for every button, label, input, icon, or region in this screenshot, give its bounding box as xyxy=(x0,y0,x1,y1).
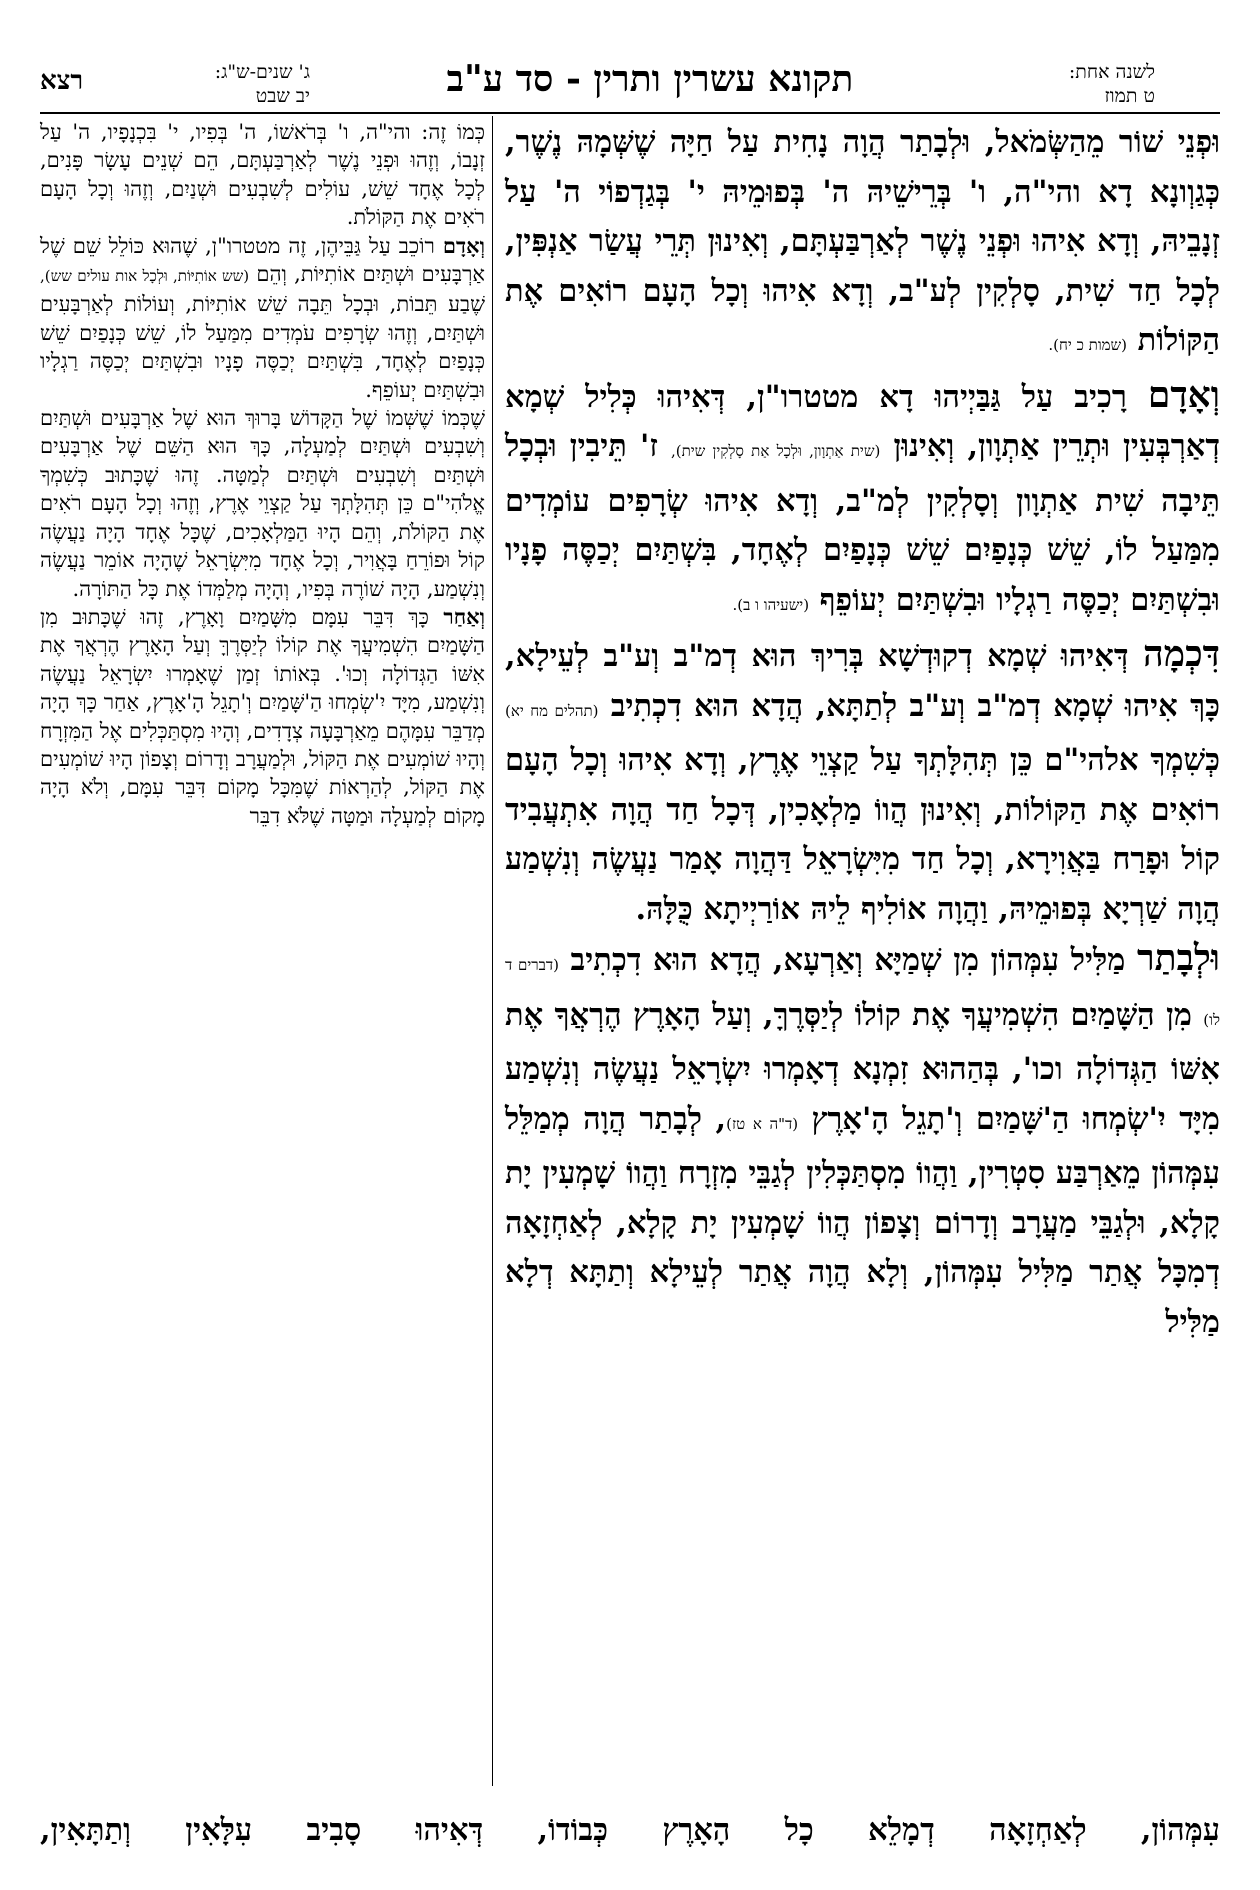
translation-text: כָּךְ דִּבֵּר עִמָּם מִשָּׁמַיִם וָאָרֶץ, זֶהוּ שֶׁכָּתוּב מִן הַשָּׁמַיִם הִשְׁמִיעֲךָ אֶת קוֹלוֹ לְיַסְּרֶךָּ וְעַל הָאָרֶץ הֶרְאֲךָ אֶת אִשּׁוֹ הַגְּדוֹלָה וְכוּ'. בְּאוֹתוֹ זְמַן שֶׁאָמְרוּ יִשְׂרָאֵל נַעֲשֶׂה וְנִשְׁמַע, מִיָּד יִ'שְׂמְחוּ הַ'שָּׁמַיִם וְ'תָגֵל הָ'אָרֶץ, אַחַר כָּךְ הָיָה מְדַבֵּר עִמָּהֶם מֵאַרְבָּעָה צְדָדִים, וְהָיוּ מִסְתַּכְּלִים אֶל הַמִּזְרָח וְהָיוּ שׁוֹמְעִים אֶת הַקּוֹל, וּלְמַעֲרָב וְדָרוֹם וְצָפוֹן הָיוּ שׁוֹמְעִים אֶת הַקּוֹל, לְהַרְאוֹת שֶׁמִּכָּל מָקוֹם דִּבֵּר עִמָּם, וְלֹא הָיָה מָקוֹם לְמַעְלָה וּמַטָּה שֶׁלֹּא דִבֵּר xyxy=(40,604,485,828)
main-text: מַלִּיל עִמְּהוֹן מִן שְׁמַיָּא וְאַרְעָא, הֲדָא הוּא דִכְתִיב xyxy=(570,942,1126,978)
main-text: דְּאִיהוּ שְׁמָא דְקוּדְשָׁא בְּרִיךְ הוּא דְמ"ב וְע"ב לְעֵילָא, כָּךְ אִיהוּ שְׁמָא דְמ"ב וְע"ב לְתַתָּא, הֲדָא הוּא דִכְתִיב xyxy=(505,638,1220,724)
translation-paragraph xyxy=(40,232,485,404)
header-schedule-label: לשנה אחת: xyxy=(1068,61,1155,83)
main-text: וּפְנֵי שׁוֹר מֵהַשְּׂמֹאל, וּלְבָתַר הֲוָה נָחִית עַל חַיָּה שֶׁשְּׁמָהּ נֶשֶׁר, כְּגַוְונָא דָא והי"ה, ו' בְּרֵישֵׁיהּ ה' בְּפוּמֵיהּ י' בְּגַדְפוֹי ה' עַל זְנָבֵיהּ, וְדָא אִיהוּ וּפְנֵי נֶשֶׁר לְאַרְבַּעְתָּם, וְאִינוּן תְּרֵי עֲשַׂר אַנְפִּין, לְכָל חַד שִׁית, סָלְקִין לְע"ב, וְדָא אִיהוּ וְכָל הָעָם רוֹאִים אֶת הַקּוֹלוֹת xyxy=(505,124,1220,358)
source-reference: (שית אַתְוָון, וּלְכָל אַת סָלְקִין שית), xyxy=(670,442,881,460)
main-text: רָכִיב עַל גַּבַּיְיהוּ דָא מטטרו"ן, דְּאִיהוּ כְּלִיל שְׁמָא דְאַרְבְּעִין וּתְרֵין אַתְוָון, וְאִינוּן xyxy=(505,378,1220,464)
translation-text: כְּמוֹ זֶה: והי"ה, ו' בְּרֹאשׁוֹ, ה' בְּפִיו, י' בִּכְנָפָיו, ה' עַל זְנָבוֹ, וְזֶהוּ וּפְנֵי נֶשֶׁר לְאַרְבַּעְתָּם, הֵם שְׁנֵים עָשָׂר פָּנִים, לְכָל אֶחָד שֵׁשׁ, עוֹלִים לְשִׁבְעִים וּשְׁנַיִם, וְזֶהוּ וְכָל הָעָם רֹאִים אֶת הַקּוֹלֹת. xyxy=(40,120,485,230)
translation-text: רוֹכֵב עַל גַּבֵּיהֶן, זֶה מטטרו"ן, שֶׁהוּא כּוֹלֵל שֵׁם שֶׁל אַרְבָּעִים וּשְׁתַּיִם אוֹתִיּוֹת, וְהֵם xyxy=(40,233,485,287)
opening-word: וְאָדָם xyxy=(442,232,485,258)
source-reference: (שמות כ יח). xyxy=(1048,336,1128,354)
main-text-column xyxy=(505,118,1220,1347)
bottom-full-width-line: עִמְּהוֹן, לְאַחְזָאָה דְמָלֵא כָל הָאָרֶץ כְּבוֹדוֹ, דְּאִיהוּ סָבִיב עִלָּאִין וְתַתָּאִין, xyxy=(40,1812,1220,1848)
header-schedule-one-year xyxy=(1069,60,1155,108)
page-number: רצא xyxy=(40,66,84,96)
header-divider xyxy=(40,112,1220,114)
translation-text: שֶׁבַע תֵּבוֹת, וּבְכָל תֵּבָה שֵׁשׁ אוֹתִיּוֹת, וְעוֹלוֹת לְאַרְבָּעִים וּשְׁתַּיִם, וְזֶהוּ שְׂרָפִים עֹמְדִים מִמַּעַל לוֹ, שֵׁשׁ כְּנָפַיִם שֵׁשׁ כְּנָפַיִם לְאֶחָד, בִּשְׁתַּיִם יְכַסֶּה פָנָיו וּבִשְׁתַּיִם יְכַסֶּה רַגְלָיו וּבִשְׁתַּיִם יְעוֹפֵף. xyxy=(40,292,485,402)
main-paragraph xyxy=(505,371,1220,631)
inline-note: (שש אוֹתִיּוֹת, וּלְכָל אות עולים שש), xyxy=(40,267,250,286)
source-reference: (דברים ד לו) xyxy=(505,956,1220,1029)
opening-word: וְאַחַר xyxy=(443,603,485,629)
main-paragraph xyxy=(505,934,1220,1347)
translation-paragraph xyxy=(40,118,485,232)
main-paragraph xyxy=(505,118,1220,371)
main-text: ז' תֵּיבִין וּבְכָל תֵּיבָה שִׁית אַתְוָון וְסָלְקִין לְמ"ב, וְדָא אִיהוּ שְׂרָפִים עוֹמְדִים מִמַּעַל לוֹ, שֵׁשׁ כְּנָפַיִם שֵׁשׁ כְּנָפַיִם לְאֶחָד, בִּשְׁתַּיִם יְכַסֶּה פָנָיו וּבִשְׁתַּיִם יְכַסֶּה רַגְלָיו וּבִשְׁתַּיִם יְעוֹפֵף xyxy=(505,428,1220,618)
opening-word: דִּכְמָה xyxy=(1143,633,1220,675)
main-paragraph xyxy=(505,630,1220,934)
column-divider xyxy=(492,116,493,1786)
source-reference: (ד"ה א טז) xyxy=(726,1114,799,1133)
header-schedule-date: יב שבט xyxy=(255,85,310,107)
opening-word: וְאָדָם xyxy=(1147,373,1220,416)
header-schedule-three-years xyxy=(160,60,310,108)
translation-paragraph xyxy=(40,404,485,603)
source-reference: (ישעיהו ו ב). xyxy=(732,595,810,614)
main-text: מִן הַשָּׁמַיִם הִשְׁמִיעֲךָ אֶת קוֹלוֹ לְיַסְּרֶךָּ, וְעַל הָאָרֶץ הֶרְאֲךָ אֶת אִשּׁוֹ הַגְּדוֹלָה וכו', בְּהַהוּא זִמְנָא דְאָמְרוּ יִשְׂרָאֵל נַעֲשֶׂה וְנִשְׁמַע מִיָּד יִ'שְׂמְחוּ הַ'שָּׁמַיִם וְ'תָגֵל הָ'אָרֶץ xyxy=(505,996,1220,1137)
translation-column xyxy=(40,118,485,830)
opening-word: וּלְבָתַר xyxy=(1136,937,1220,979)
header-schedule-label: ג' שנים-ש"ג: xyxy=(214,61,310,83)
translation-paragraph xyxy=(40,603,485,830)
main-text: כְּשִׁמְךָ אלהי"ם כֵּן תְּהִלָּתְךָ עַל קַצְוֵי אֶרֶץ, וְדָא אִיהוּ וְכָל הָעָם רוֹאִים אֶת הַקּוֹלוֹת, וְאִינוּן הֲווֹ מַלְאָכִין, דְּכָל חַד הֲוָה אִתְעֲבִיד קוֹל וּפָרַח בַּאֲוִירָא, וְכָל חַד מִיִּשְׂרָאֵל דַּהֲוָה אָמַר נַעֲשֶׂה וְנִשְׁמַע הֲוָה שַׁרְיָא בְּפוּמֵיהּ, וַהֲוָה אוֹלִיף לֵיהּ אוֹרַיְיתָא כֻּלָּהּ. xyxy=(505,742,1220,927)
header-schedule-date: ט תמוז xyxy=(1104,85,1155,107)
main-text: , לְבָתַר הֲוָה מְמַלֵּל עִמְּהוֹן מֵאַרְבַּע סִטְרִין, וַהֲווֹ מִסְתַּכְּלִין לְגַבֵּי מִזְרָח וַהֲווֹ שָׁמְעִין יָת קָלָא, וּלְגַבֵּי מַעֲרָב וְדָרוֹם וְצָפוֹן הֲווֹ שָׁמְעִין יָת קָלָא, לְאַחְזָאָה דְמִכָּל אֲתַר מַלִּיל עִמְּהוֹן, וְלָא הֲוָה אֲתַר לְעֵילָא וְתַתָּא דְלָא מַלִּיל xyxy=(505,1100,1220,1340)
translation-text: שֶׁכְּמוֹ שֶׁשְּׁמוֹ שֶׁל הַקָּדוֹשׁ בָּרוּךְ הוּא שֶׁל אַרְבָּעִים וּשְׁתַּיִם וְשִׁבְעִים וּשְׁתַּיִם לְמַעְלָה, כָּךְ הוּא הַשֵּׁם שֶׁל אַרְבָּעִים וּשְׁתַּיִם וְשִׁבְעִים וּשְׁתַּיִם לְמַטָּה. זֶהוּ שֶׁכָּתוּב כְּשִׁמְךָ אֱלֹהִי"ם כֵּן תְּהִלָּתְךָ עַל קַצְוֵי אֶרֶץ, וְזֶהוּ וְכָל הָעָם רֹאִים אֶת הַקּוֹלֹת, וְהֵם הָיוּ הַמַּלְאָכִים, שֶׁכָּל אֶחָד הָיָה נַעֲשֶׂה קוֹל וּפוֹרֵחַ בָּאֲוִיר, וְכָל אֶחָד מִיִּשְׂרָאֵל שֶׁהָיָה אוֹמֵר נַעֲשֶׂה וְנִשְׁמַע, הָיָה שׁוֹרֶה בְּפִיו, וְהָיָה מְלַמְּדוֹ אֶת כָּל הַתּוֹרָה. xyxy=(40,406,485,601)
page-title: תקונא עשרין ותרין - סד ע"ב xyxy=(446,58,854,100)
source-reference: (תהלים מח יא) xyxy=(505,701,599,720)
